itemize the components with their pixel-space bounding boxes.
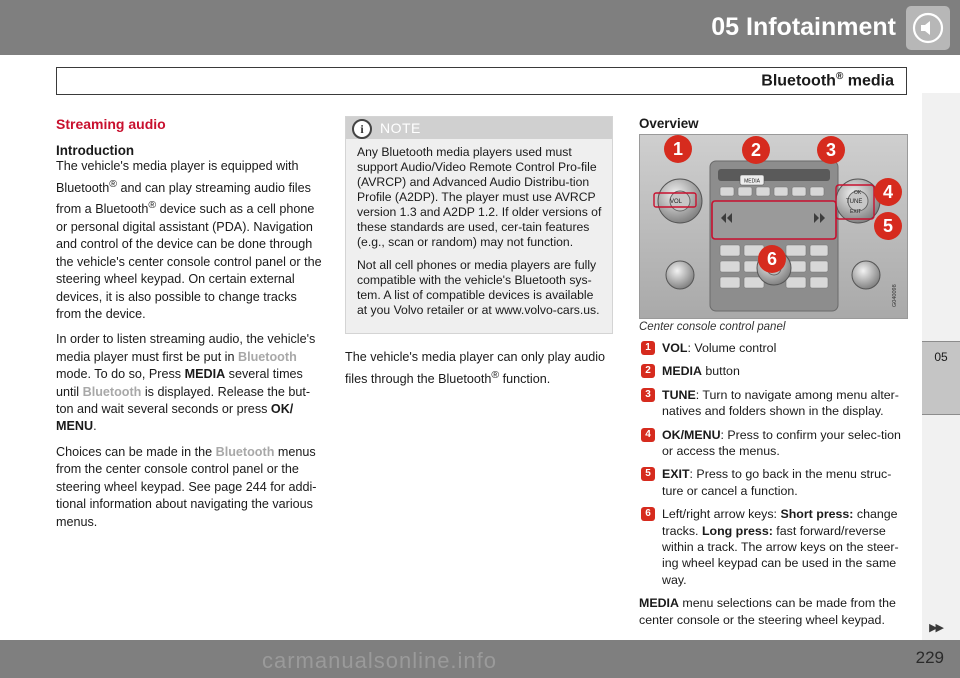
note-title: NOTE: [380, 120, 421, 136]
note-paragraph: Any Bluetooth media players used must support Audio/Video Remote Control Pro-file (AVRCP) and Advanced Audio Distribu-tion Profile (A2DP). The player must use AVRCP version 1.3 and A2DP 1.2. If older versions of these standards are used, cer-tain features (e.g., scan or random) may not function.: [357, 145, 602, 249]
section-title: Bluetooth® media: [761, 71, 894, 90]
speaker-icon: [906, 6, 950, 50]
mode-paragraph: In order to listen streaming audio, the vehicle's media player must first be put in Bluetooth mode. To do so, Press MEDIA several times until Bluetooth is displayed. Release the but-ton and wait several seconds or press OK/ MENU.: [56, 332, 316, 434]
note-paragraph: Not all cell phones or media players are fully compatible with the vehicle's Bluetooth sys-tem. A list of compatible devices is available at you Volvo retailer or at www.volvo-cars.us.: [357, 258, 600, 317]
legend-item: 3 TUNE: Turn to navigate among menu alter-natives and folders shown in the display.: [639, 387, 907, 420]
number-badge: 6: [641, 507, 655, 521]
figure-label: 4: [874, 178, 902, 206]
legend-item: 4 OK/MENU: Press to confirm your selec-tion or access the menus.: [639, 427, 907, 460]
figure-label: 1: [664, 135, 692, 163]
note-header: [346, 117, 612, 139]
figure-label: 5: [874, 212, 902, 240]
section-header-box: [56, 67, 907, 95]
number-badge: 1: [641, 341, 655, 355]
figure-label: 3: [817, 136, 845, 164]
legend-item: 2 MEDIA button: [639, 363, 907, 379]
tune-knob-text: TUNE: [846, 199, 863, 205]
figure-label: 2: [742, 136, 770, 164]
ok-button-text: OK: [854, 190, 862, 196]
next-page-arrows-icon[interactable]: ▶▶: [929, 622, 942, 634]
chapter-side-tab: [922, 341, 960, 415]
column-streaming-audio: [56, 116, 324, 539]
bluetooth-function-paragraph: The vehicle's media player can only play audio files through the Bluetooth® function.: [345, 350, 606, 387]
chapter-title: 05 Infotainment: [711, 13, 896, 41]
figure-label: 6: [758, 245, 786, 273]
watermark: carmanualsonline.info: [262, 648, 498, 673]
page-number: 229: [915, 648, 944, 667]
media-button-text: MEDIA: [744, 178, 760, 185]
center-console-illustration: [639, 134, 908, 319]
legend-item: 6 Left/right arrow keys: Short press: change tracks. Long press: fast forward/reverse within a track. The arrow keys on the steer-ing wheel keypad can be used in the same way.: [639, 506, 907, 588]
subheading-introduction: Introduction: [56, 143, 135, 159]
number-badge: 2: [641, 364, 655, 378]
control-legend: [639, 340, 907, 628]
vol-knob-text: VOL: [670, 199, 683, 205]
figure-code: G040098: [892, 284, 898, 307]
exit-button-text: EXIT: [850, 209, 862, 215]
intro-paragraph: The vehicle's media player is equipped with Bluetooth® and can play streaming audio files from a Bluetooth® device such as a cell phone or personal digital assistant (PDA). Navigation and control of the device can be done through the vehicle's center console control panel or the steering wheel keypad. On certain external devices, it is also possible to change tracks from the device.: [56, 159, 322, 322]
number-badge: 4: [641, 428, 655, 442]
legend-footnote: MEDIA menu selections can be made from the center console or the steering wheel keypad.: [639, 596, 896, 627]
note-body: [346, 139, 612, 318]
section-heading: Streaming audio: [56, 116, 166, 132]
legend-item: 5 EXIT: Press to go back in the menu struc-ture or cancel a function.: [639, 466, 907, 499]
note-box: [345, 116, 613, 334]
number-badge: 5: [641, 467, 655, 481]
number-badge: 3: [641, 388, 655, 402]
chapter-header-bar: [0, 0, 960, 55]
figure-caption: Center console control panel: [639, 321, 786, 333]
menus-paragraph: Choices can be made in the Bluetooth menus from the center console control panel or the steering wheel keypad. See page 244 for addi-tional information about navigating the various menus.: [56, 444, 317, 529]
legend-item: 1 VOL: Volume control: [639, 340, 907, 356]
side-tab-label: 05: [934, 350, 948, 364]
overview-heading: Overview: [639, 116, 699, 131]
info-icon: i: [352, 119, 372, 139]
